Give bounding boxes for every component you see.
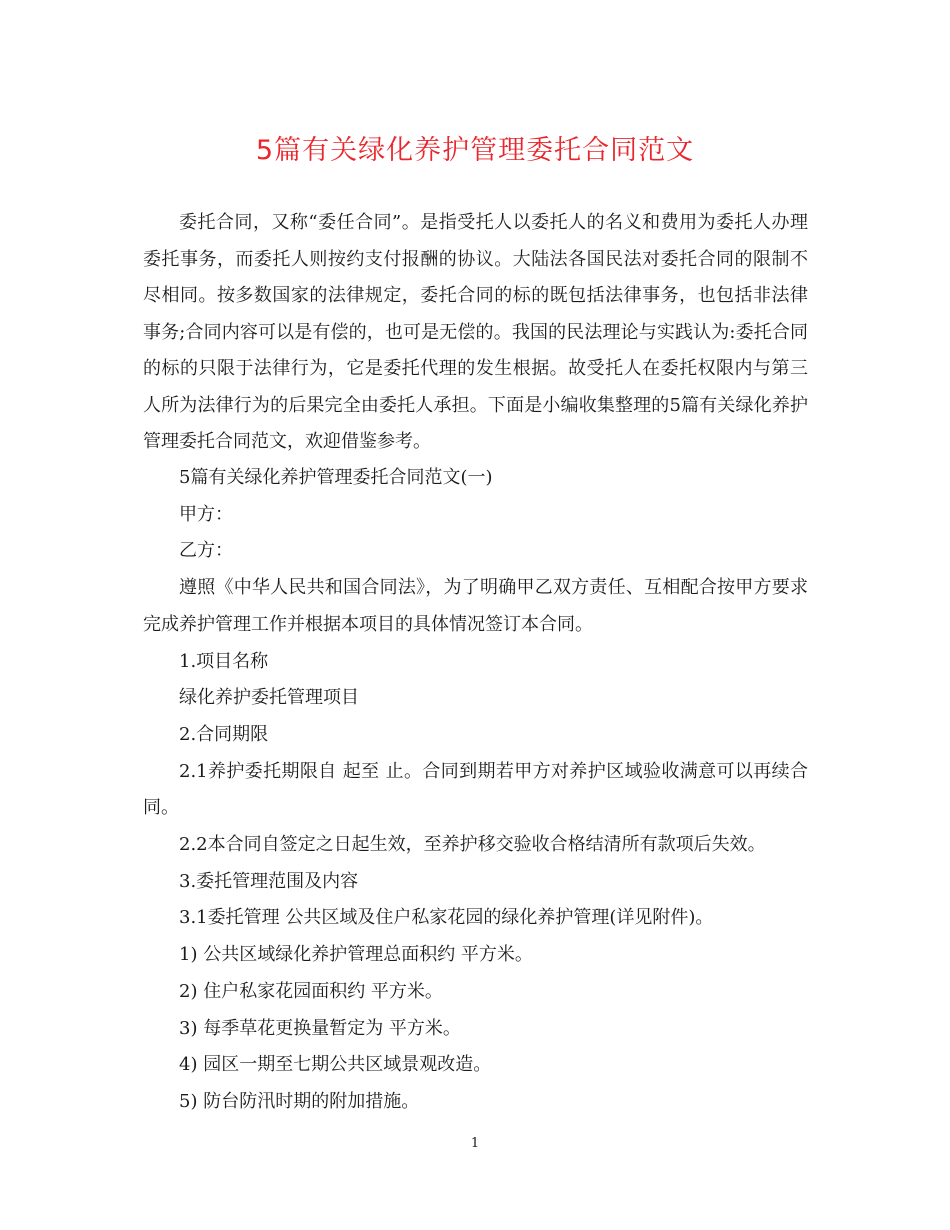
section-heading: 5篇有关绿化养护管理委托合同范文(一) (179, 467, 493, 488)
list-item: 4) 园区一期至七期公共区域景观改造。 (179, 1054, 492, 1076)
clause-text: 绿化养护委托管理项目 (179, 687, 359, 709)
contract-body (143, 460, 808, 1121)
list-item: 2) 住户私家花园面积约 平方米。 (179, 980, 443, 1002)
page-number: 1 (470, 1136, 480, 1151)
party-a-line: 甲方： (179, 503, 233, 525)
party-b-line: 乙方： (179, 540, 233, 562)
intro-paragraph: 委托合同，又称“委任合同”。是指受托人以委托人的名义和费用为委托人办理委托事务，而委托人则按约支付报酬的协议。大陆法各国民法对委托合同的限制不尽相同。按多数国家的法律规定，委托合同的标的既包括法律事务，也包括非法律事务;合同内容可以是有偿的，也可是无偿的。我国的民法理论与实践认为:委托合同的标的只限于法律行为，它是委托代理的发生根据。故受托人在委托权限内与第三人所为法律行为的后果完全由委托人承担。下面是小编收集整理的5篇有关绿化养护管理委托合同范文，欢迎借鉴参考。 (143, 212, 808, 452)
clause-heading: 3.委托管理范围及内容 (179, 870, 359, 892)
clause-heading: 2.合同期限 (179, 723, 269, 745)
list-item: 3) 每季草花更换量暂定为 平方米。 (179, 1017, 461, 1039)
clause-text: 2.1养护委托期限自 起至 止。合同到期若甲方对养护区域验收满意可以再续合同。 (143, 760, 808, 819)
list-item: 5) 防台防汛时期的附加措施。 (179, 1090, 420, 1112)
clause-text: 2.2本合同自签定之日起生效，至养护移交验收合格结清所有款项后失效。 (179, 834, 766, 856)
list-item: 1) 公共区域绿化养护管理总面积约 平方米。 (179, 944, 533, 966)
clause-text: 3.1委托管理 公共区域及住户私家花园的绿化养护管理(详见附件)。 (179, 907, 714, 929)
document-title: 5篇有关绿化养护管理委托合同范文 (255, 135, 695, 166)
preamble-paragraph: 遵照《中华人民共和国合同法》，为了明确甲乙双方责任、互相配合按甲方要求完成养护管理工作并根据本项目的具体情况签订本合同。 (143, 577, 808, 635)
clause-heading: 1.项目名称 (179, 650, 269, 672)
